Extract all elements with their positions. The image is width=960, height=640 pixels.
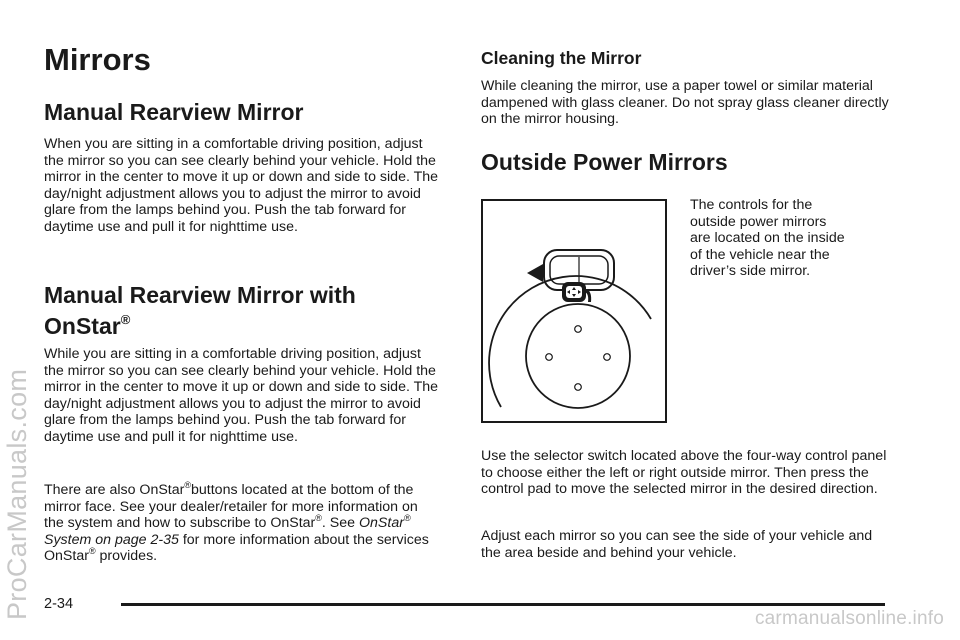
left-arrow-icon xyxy=(527,264,543,282)
side-watermark: ProCarManuals.com xyxy=(2,368,32,620)
caption-line: The controls for the xyxy=(690,197,813,213)
registered-mark: ® xyxy=(315,513,322,524)
text-run: buttons located at the bottom of the mirror face. See your dealer/retailer for more information on the system and how to subscribe to OnStar xyxy=(44,482,418,532)
paragraph-cleaning: While cleaning the mirror, use a paper towel or similar material dampened with glass cleaner. Do not spray glass cleaner directly on the mirror housing. xyxy=(481,78,889,128)
paragraph-onstar-buttons xyxy=(44,482,440,565)
caption-line: driver’s side mirror. xyxy=(690,263,811,280)
text-run: provides. xyxy=(95,548,158,565)
four-way-control-pad xyxy=(526,304,630,408)
paragraph-manual-rearview: When you are sitting in a comfortable driving position, adjust the mirror so you can see clearly behind your vehicle. Hold the mirror in the center to move it up or down and side to side. The day/night adjustment allows you to adjust the mirror to avoid glare from the lamps behind you. Push the tab forward for daytime use and pull it for nighttime use. xyxy=(44,136,439,235)
text-run: for more information about the services OnStar xyxy=(44,531,429,565)
heading-manual-rearview-mirror: Manual Rearview Mirror xyxy=(44,99,304,125)
registered-mark: ® xyxy=(184,480,192,490)
footer-watermark: carmanualsonline.info xyxy=(754,608,944,629)
cross-reference-link[interactable]: OnStar® System on page 2-35 xyxy=(44,513,411,548)
heading-outside-power-mirrors: Outside Power Mirrors xyxy=(481,149,728,175)
page-number: 2-34 xyxy=(44,596,74,612)
paragraph-adjust-mirror: Adjust each mirror so you can see the side of your vehicle and the area beside and behind your vehicle. xyxy=(481,528,873,561)
left-column xyxy=(44,30,440,78)
page-title: Mirrors xyxy=(44,42,151,77)
heading-rearview-onstar xyxy=(44,281,444,340)
caption-line: of the vehicle near the xyxy=(690,246,830,263)
paragraph-rearview-onstar: While you are sitting in a comfortable driving position, adjust the mirror so you can see clearly behind your vehicle. Hold the mirror in the center to move it up or down and side to side. The day/night adjustment allows you to adjust the mirror to avoid glare from the lamps behind you. Push the tab forward for daytime use and pull it for nighttime use. xyxy=(44,346,439,445)
heading-rearview-onstar-line1: Manual Rearview Mirror with xyxy=(44,282,356,308)
caption-line: outside power mirrors xyxy=(690,213,827,230)
caption-line: are located on the inside xyxy=(690,230,845,247)
heading-cleaning-mirror: Cleaning the Mirror xyxy=(481,48,642,68)
registered-mark: ® xyxy=(88,546,96,557)
text-run: There are also OnStar xyxy=(44,482,185,498)
text-run: . See xyxy=(321,515,359,532)
figure-caption xyxy=(690,197,910,280)
heading-rearview-onstar-line2: OnStar xyxy=(44,313,121,339)
footer-rule xyxy=(121,603,885,606)
registered-mark: ® xyxy=(120,312,131,327)
paragraph-selector-switch: Use the selector switch located above the four-way control panel to choose either the left or right outside mirror. Then press the control pad to move the selected mirror in the desired direction. xyxy=(481,448,887,498)
power-mirror-control-illustration xyxy=(481,199,667,423)
power-mirror-control-icon xyxy=(483,201,665,421)
